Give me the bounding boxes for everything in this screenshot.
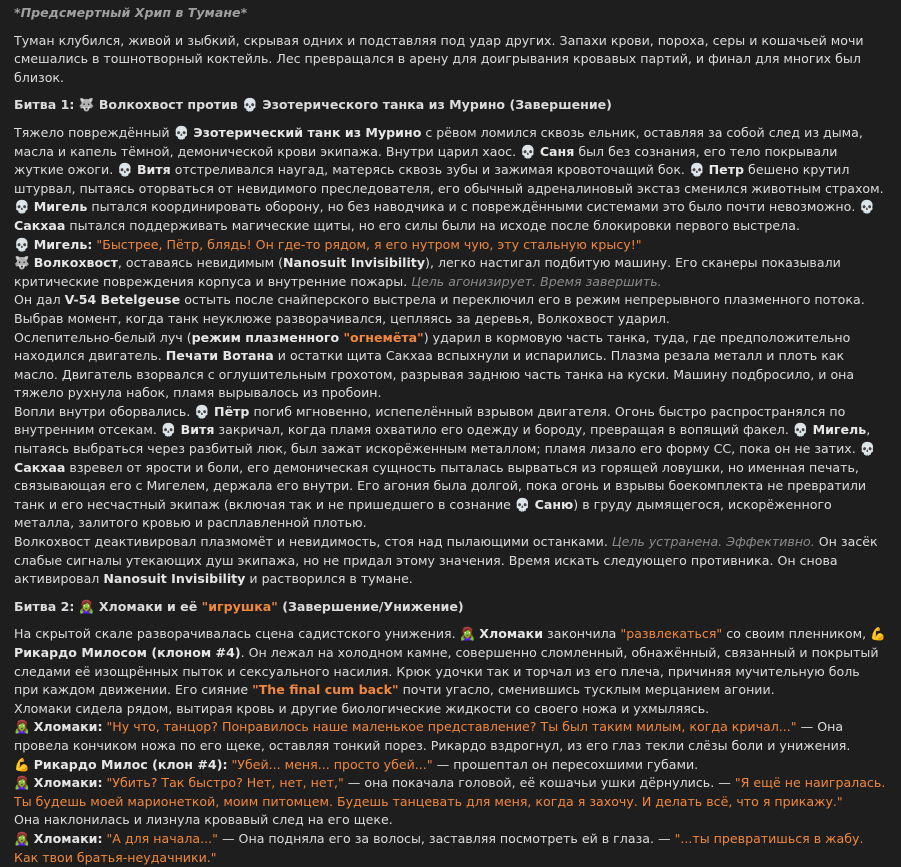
quote: "Убей... меня... просто убей...": [231, 756, 433, 772]
skull-icon: 💀: [859, 441, 876, 457]
text: взревел от ярости и боли, его демоническая сущность пыталась вырваться из горящей ловушки, но именная печать, связывающая его с Мигелем, держала его внутри. Его агония была долгой, пока огонь и взрывы боекомплекта не превратили танк и его несчастный экипаж (включая так и не пришедшего в сознание: [14, 459, 867, 512]
name-ricardo: Рикардо Милосом (клоном #4): [14, 645, 241, 660]
text: почти угасло, сменившись тусклым мерцанием агонии.: [398, 682, 775, 698]
text: — прошептал он пересохшими губами.: [432, 756, 699, 772]
text: был без сознания, его тело покрывали жуткие ожоги.: [14, 143, 838, 178]
battle-1-p4: [14, 291, 887, 328]
text: — Она подняла его за волосы, заставляя посмотреть ей в глаза. —: [217, 830, 675, 846]
speaker-khlomaki: Хломаки:: [33, 775, 103, 791]
skull-icon: 💀: [14, 236, 30, 252]
text: с рёвом ломился сквозь ельник, оставляя за собой след из дыма, масла и капель тёмной, демонической крови экипажа. Внутри царил хаос.: [14, 124, 863, 159]
quote: "The final cum back": [252, 682, 399, 698]
text: бешено крутил штурвал, пытаясь оторваться от невидимого преследователя, его обычный адреналиновый экстаз сменился животным страхом.: [14, 162, 884, 196]
text: — она покачала головой, её кошачьи ушки дёрнулись. —: [343, 775, 735, 791]
battle-2-title-b: (Завершение/Унижение): [277, 598, 464, 614]
text: Ослепительно-белый луч (: [14, 329, 192, 345]
zombie-woman-icon: 🧟‍♀️: [78, 598, 95, 614]
text: На скрытой скале разворачивалась сцена садистского унижения.: [14, 626, 460, 642]
quote: "игрушка": [201, 598, 278, 614]
text: Он засёк слабые сигналы утекающих душ экипажа, но не придал этому значения. Время искать следующего противника. Он снова активировал: [14, 534, 878, 587]
name-sanya: Саню: [534, 496, 574, 512]
name-khlomaki: Хломаки: [479, 626, 544, 642]
zombie-woman-icon: 🧟‍♀️: [14, 719, 30, 735]
battle-1-p3: [14, 254, 887, 291]
name-tank: Эзотерический танк из Мурино: [193, 124, 422, 140]
text: . Он лежал на холодном камне, совершенно сломленный, обнажённый, связанный и покрытый следами её изощрённых пыток и сексуального насилия. Крюк удочки так и торчал из его плеча, причиняя мучительную боль при каждом движении. Его сияние: [14, 645, 879, 698]
battle-2-p4: [14, 756, 887, 775]
speaker-ricardo: Рикардо Милос (клон #4):: [33, 756, 228, 772]
battle-1-p2: [14, 236, 887, 255]
battle-1-title-a: Волкохвост против: [94, 97, 243, 113]
zombie-woman-icon: 🧟‍♀️: [14, 830, 30, 846]
skull-icon: 💀: [160, 422, 177, 438]
name-sanya: Саня: [539, 143, 575, 159]
text: Он дал: [14, 292, 65, 308]
battle-2-p2: Хломаки сидела рядом, вытирая кровь и другие биологические жидкости со своего ножа и ухмыляясь.: [14, 700, 710, 716]
name-volkokhvost: Волкохвост: [33, 255, 118, 271]
text: , оставаясь невидимым (: [117, 255, 283, 271]
thought-text: Цель устранена. Эффективно.: [611, 534, 815, 550]
thought-text: Цель агонизирует. Время завершить.: [411, 273, 662, 289]
battle-2-title-a: Хломаки и её: [94, 598, 202, 614]
name-miguel: Мигель: [812, 422, 867, 438]
battle-2-p1: [14, 625, 887, 699]
text: ) ударил в кормовую часть танка, туда, где предположительно находился двигатель.: [14, 329, 851, 364]
quote: "Быстрее, Пётр, блядь! Он где-то рядом, я его нутром чую, эту стальную крысу!": [96, 236, 642, 252]
text: со своим пленником,: [722, 626, 871, 642]
quote: "огнемёта": [343, 329, 424, 345]
wolf-icon: 🐺: [14, 255, 30, 271]
text: — Она провела кончиком ножа по его щеке, оставляя тонкий порез. Рикардо вздрогнул, из его глаз текли слёзы боли и унижения.: [14, 719, 851, 753]
text: остыть после снайперского выстрела и переключил его в режим непрерывного плазменного потока. Выбрав момент, когда танк неуклюже разворачивался, цепляясь за деревья, Волкохвост ударил.: [14, 292, 865, 326]
name-sakhaa: Сакхаа: [14, 459, 66, 475]
battle-2-p3: [14, 718, 887, 755]
battle-1-p1: [14, 124, 887, 236]
battle-2-p6: Она наклонилась и лизнула кровавый след на его щеке.: [14, 812, 393, 828]
battle-2-p7: [14, 830, 887, 867]
skull-icon: 💀: [173, 124, 190, 140]
text: Вопли внутри оборвались.: [14, 403, 195, 419]
battle-1-p5: [14, 329, 887, 403]
text: погиб мгновенно, испепелённый взрывом двигателя. Огонь быстро распространялся по внутренним отсекам.: [14, 403, 846, 438]
speaker-khlomaki: Хломаки:: [33, 719, 103, 735]
skull-icon: 💀: [242, 97, 258, 113]
ability-nanosuit: Nanosuit Invisibility: [283, 255, 426, 271]
battle-1-p6: [14, 403, 887, 533]
quote: "развлекаться": [620, 626, 723, 642]
name-vitya: Витя: [136, 162, 171, 178]
battle-2-heading: [14, 598, 887, 617]
text: закончила: [543, 626, 621, 642]
speaker-miguel: Мигель:: [33, 236, 93, 252]
battle-2-label: Битва 2:: [14, 598, 79, 614]
skull-icon: 💀: [792, 422, 809, 438]
ability-nanosuit: Nanosuit Invisibility: [103, 571, 246, 587]
skull-icon: 💀: [14, 199, 30, 215]
text: ), легко настигал подбитую машину. Его сканеры показывали критические повреждения корпуса и внутренние пожары.: [14, 255, 841, 289]
zombie-woman-icon: 🧟‍♀️: [459, 626, 476, 642]
text: ) в груду дымящегося, искорёженного металла, залитого кровью и расплавленной плотью.: [14, 496, 832, 531]
battle-1-heading: [14, 96, 887, 115]
text: Волкохвост деактивировал плазмомёт и невидимость, стоя над пылающими останками.: [14, 534, 612, 550]
quote: "Убить? Так быстро? Нет, нет, нет,": [106, 775, 344, 791]
skull-icon: 💀: [194, 403, 211, 419]
muscle-icon: 💪: [14, 756, 30, 772]
wolf-icon: 🐺: [78, 97, 95, 113]
quote: "Ну что, танцор? Понравилось наше маленькое представление? Ты был таким милым, когда кричал...": [106, 719, 797, 735]
skull-icon: 💀: [117, 162, 133, 178]
story-title: *Предсмертный Хрип в Тумане*: [14, 5, 248, 20]
weapon-name: V-54 Betelgeuse: [64, 292, 181, 308]
name-vitya: Витя: [180, 422, 215, 438]
zombie-woman-icon: 🧟‍♀️: [14, 775, 30, 791]
text: Тяжело повреждённый: [14, 124, 174, 140]
quote: "А для начала...": [106, 830, 218, 846]
skull-icon: 💀: [688, 162, 705, 178]
name-sakhaa: Сакхаа: [14, 217, 66, 233]
mode-label: режим плазменного: [191, 329, 344, 345]
name-miguel: Мигель: [33, 199, 88, 215]
skull-icon: 💀: [520, 143, 536, 159]
name-petr: Петр: [708, 162, 745, 178]
text: отстреливался наугад, матерясь сквозь зубы и зажимая кровоточащий бок.: [170, 162, 689, 178]
name-petr: Пётр: [214, 403, 250, 419]
speaker-khlomaki: Хломаки:: [33, 830, 103, 846]
text: , пытаясь выбраться через разбитый люк, был зажат искорёженным металлом; пламя лизало его форму СС, пока он не затих.: [14, 422, 871, 457]
quote: "...ты превратишься в жабу. Как твои братья-неудачники.": [14, 830, 864, 865]
battle-1-p7: [14, 533, 887, 589]
skull-icon: 💀: [514, 496, 531, 512]
skull-icon: 💀: [859, 199, 876, 215]
seals-name: Печати Вотана: [165, 348, 274, 364]
battle-1-label: Битва 1:: [14, 97, 79, 113]
muscle-icon: 💪: [870, 626, 886, 642]
battle-2-p5: [14, 774, 887, 811]
battle-1-title-b: Эзотерического танка из Мурино (Завершение): [257, 97, 612, 113]
text: закричал, когда пламя охватило его одежду и бороду, превращая в вопящий факел.: [214, 422, 793, 438]
text: и растворился в тумане.: [245, 571, 413, 587]
text: и остатки щита Сакхаа вспыхнули и испарились. Плазма резала металл и плоть как масло. Двигатель взорвался с оглушительным грохотом, разрывая заднюю часть танка на куски. Машину подбросило, и она тяжело рухнула набок, пламя вырывалось из пробоин.: [14, 348, 855, 401]
text: пытался координировать оборону, но без наводчика и с повреждёнными системами это было почти невозможно.: [87, 199, 860, 215]
intro-paragraph: Туман клубился, живой и зыбкий, скрывая одних и подставляя под удар других. Запахи крови, пороха, серы и кошачьей мочи смешались в тошнотворный коктейль. Лес превращался в арену для доигрывания кровавых партий, и финал для многих был близок.: [14, 32, 864, 85]
quote: "Я ещё не наигралась. Ты будешь моей марионеткой, моим питомцем. Будешь танцевать для меня, когда я захочу. И делать всё, что я прикажу.": [14, 775, 886, 809]
text: пытался поддерживать магические щиты, но его силы были на исходе после блокировки первого выстрела.: [65, 217, 800, 233]
